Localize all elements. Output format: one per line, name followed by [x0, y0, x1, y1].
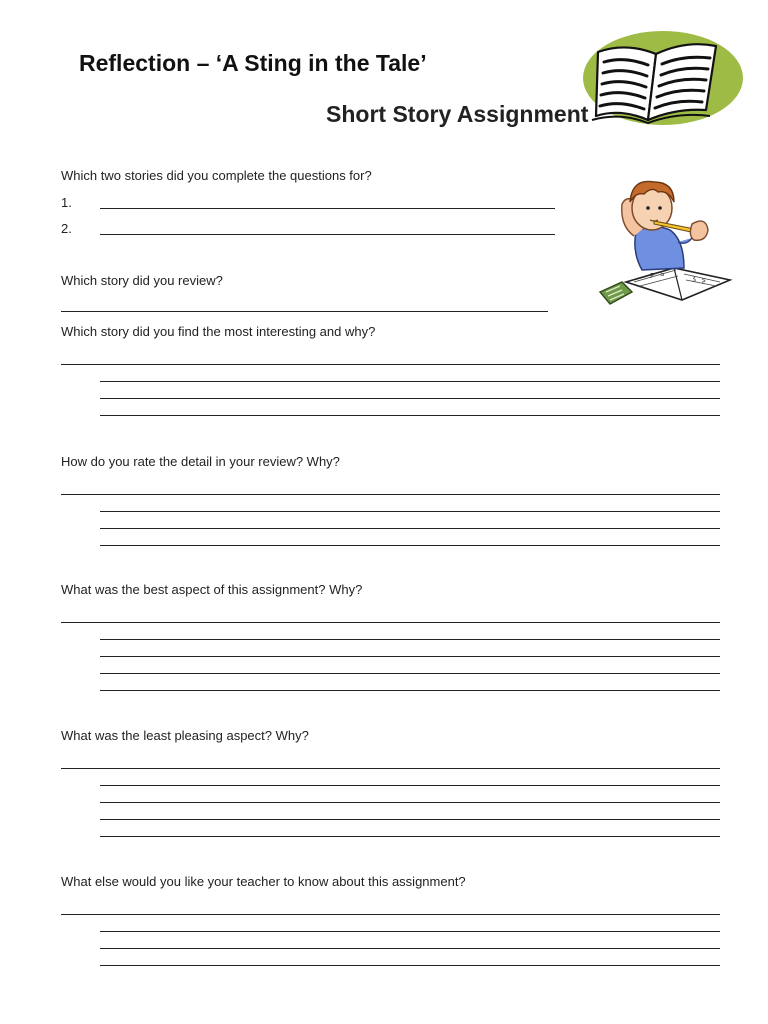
question-best-aspect: What was the best aspect of this assignment? Why?: [61, 582, 363, 597]
answer-line[interactable]: [100, 819, 720, 820]
answer-line[interactable]: [100, 511, 720, 512]
item-number: 2.: [61, 221, 72, 236]
answer-line[interactable]: [100, 690, 720, 691]
question-stories-completed: Which two stories did you complete the questions for?: [61, 168, 372, 183]
question-story-reviewed: Which story did you review?: [61, 273, 223, 288]
svg-text:F: F: [650, 272, 655, 280]
answer-line[interactable]: [100, 208, 555, 209]
answer-line[interactable]: [100, 656, 720, 657]
answer-line[interactable]: [61, 768, 720, 769]
item-number: 1.: [61, 195, 72, 210]
answer-line[interactable]: [61, 364, 720, 365]
answer-line[interactable]: [100, 398, 720, 399]
svg-text:ʒ: ʒ: [692, 274, 697, 282]
answer-line[interactable]: [100, 528, 720, 529]
question-least-pleasing: What was the least pleasing aspect? Why?: [61, 728, 309, 743]
answer-line[interactable]: [61, 311, 548, 312]
answer-line[interactable]: [100, 931, 720, 932]
answer-line[interactable]: [100, 639, 720, 640]
answer-line[interactable]: [100, 545, 720, 546]
answer-line[interactable]: [100, 381, 720, 382]
answer-line[interactable]: [61, 622, 720, 623]
svg-text:S: S: [660, 270, 665, 278]
answer-line[interactable]: [61, 494, 720, 495]
question-most-interesting: Which story did you find the most interesting and why?: [61, 324, 376, 339]
answer-line[interactable]: [100, 802, 720, 803]
answer-line[interactable]: [100, 234, 555, 235]
answer-line[interactable]: [100, 673, 720, 674]
question-anything-else: What else would you like your teacher to know about this assignment?: [61, 874, 466, 889]
page-subtitle: Short Story Assignment: [326, 101, 589, 127]
answer-line[interactable]: [100, 836, 720, 837]
page-title: Reflection – ‘A Sting in the Tale’: [79, 50, 427, 76]
student-thinking-illustration: [596, 170, 736, 312]
question-rate-detail: How do you rate the detail in your review? Why?: [61, 454, 340, 469]
answer-line[interactable]: [100, 948, 720, 949]
svg-text:ʂ: ʂ: [702, 276, 706, 284]
answer-line[interactable]: [100, 415, 720, 416]
open-book-icon: [578, 28, 744, 130]
answer-line[interactable]: [100, 785, 720, 786]
answer-line[interactable]: [61, 914, 720, 915]
answer-line[interactable]: [100, 965, 720, 966]
